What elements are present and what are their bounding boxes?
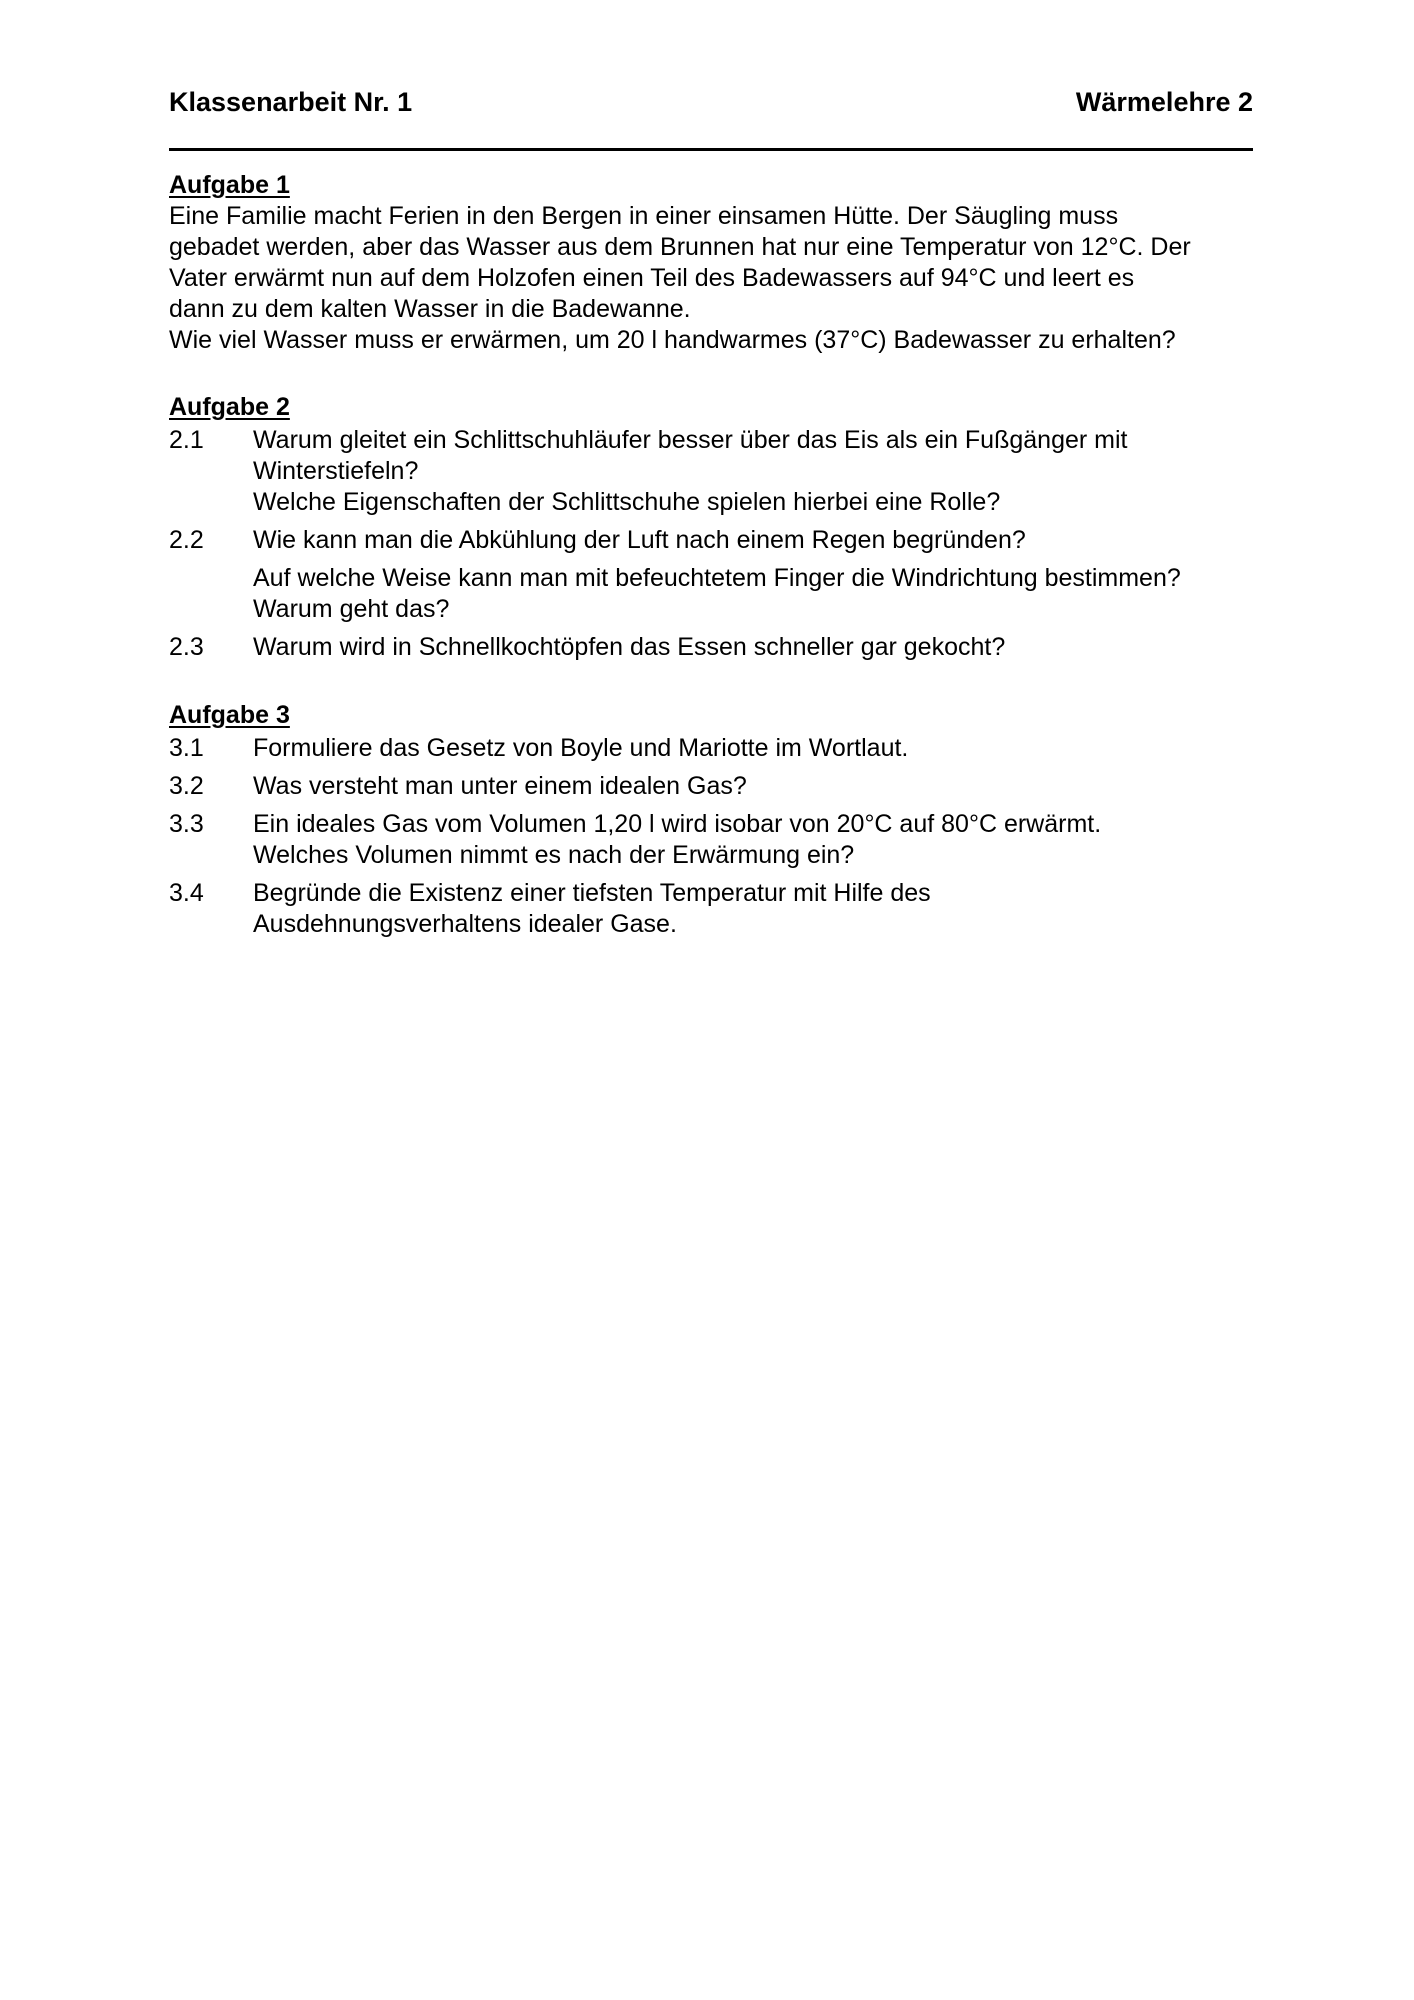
header-divider bbox=[169, 148, 1253, 151]
question-number: 2.3 bbox=[169, 633, 204, 661]
question-number: 2.2 bbox=[169, 526, 204, 554]
aufgabe-1-line: Eine Familie macht Ferien in den Bergen in einer einsamen Hütte. Der Säugling muss bbox=[169, 202, 1119, 230]
question-line: Formuliere das Gesetz von Boyle und Mariotte im Wortlaut. bbox=[253, 734, 909, 762]
question-text bbox=[253, 525, 1253, 625]
question-3-1 bbox=[169, 733, 1253, 764]
question-2-2 bbox=[169, 525, 1253, 625]
question-number: 2.1 bbox=[169, 426, 204, 454]
question-text bbox=[253, 425, 1253, 518]
exam-title: Klassenarbeit Nr. 1 bbox=[169, 87, 413, 117]
question-number: 3.1 bbox=[169, 734, 204, 762]
page-header bbox=[169, 82, 1253, 122]
question-text bbox=[253, 809, 1253, 871]
question-3-3 bbox=[169, 809, 1253, 871]
exam-page bbox=[169, 82, 1253, 940]
question-line: Auf welche Weise kann man mit befeuchtetem Finger die Windrichtung bestimmen? bbox=[253, 564, 1181, 592]
question-3-4 bbox=[169, 878, 1253, 940]
question-line: Wie kann man die Abkühlung der Luft nach einem Regen begründen? bbox=[253, 526, 1026, 554]
question-2-1 bbox=[169, 425, 1253, 518]
question-text bbox=[253, 771, 1253, 802]
question-line: Was versteht man unter einem idealen Gas? bbox=[253, 772, 747, 800]
aufgabe-1-text bbox=[169, 201, 1253, 356]
aufgabe-1-line: Wie viel Wasser muss er erwärmen, um 20 l handwarmes (37°C) Badewasser zu erhalten? bbox=[169, 326, 1176, 354]
aufgabe-1-line: dann zu dem kalten Wasser in die Badewanne. bbox=[169, 295, 691, 323]
question-line: Warum wird in Schnellkochtöpfen das Essen schneller gar gekocht? bbox=[253, 633, 1006, 661]
question-2-3 bbox=[169, 632, 1253, 663]
aufgabe-1-title: Aufgabe 1 bbox=[169, 171, 290, 199]
exam-topic: Wärmelehre 2 bbox=[1075, 87, 1253, 117]
question-number: 3.4 bbox=[169, 879, 204, 907]
aufgabe-1-line: Vater erwärmt nun auf dem Holzofen einen Teil des Badewassers auf 94°C und leert es bbox=[169, 264, 1135, 292]
question-line: Ausdehnungsverhaltens idealer Gase. bbox=[253, 910, 677, 938]
question-line: Begründe die Existenz einer tiefsten Temperatur mit Hilfe des bbox=[253, 879, 931, 907]
question-line: Welches Volumen nimmt es nach der Erwärmung ein? bbox=[253, 841, 855, 869]
question-line: Welche Eigenschaften der Schlittschuhe spielen hierbei eine Rolle? bbox=[253, 488, 1001, 516]
question-text bbox=[253, 632, 1253, 663]
question-line: Winterstiefeln? bbox=[253, 457, 419, 485]
question-text bbox=[253, 878, 1253, 940]
question-line: Warum geht das? bbox=[253, 595, 450, 623]
question-line: Ein ideales Gas vom Volumen 1,20 l wird isobar von 20°C auf 80°C erwärmt. bbox=[253, 810, 1102, 838]
question-line: Warum gleitet ein Schlittschuhläufer besser über das Eis als ein Fußgänger mit bbox=[253, 426, 1128, 454]
question-text bbox=[253, 733, 1253, 764]
question-number: 3.3 bbox=[169, 810, 204, 838]
question-3-2 bbox=[169, 771, 1253, 802]
aufgabe-3-title: Aufgabe 3 bbox=[169, 701, 290, 729]
aufgabe-2-title: Aufgabe 2 bbox=[169, 393, 290, 421]
aufgabe-1-line: gebadet werden, aber das Wasser aus dem Brunnen hat nur eine Temperatur von 12°C. Der bbox=[169, 233, 1191, 261]
question-number: 3.2 bbox=[169, 772, 204, 800]
